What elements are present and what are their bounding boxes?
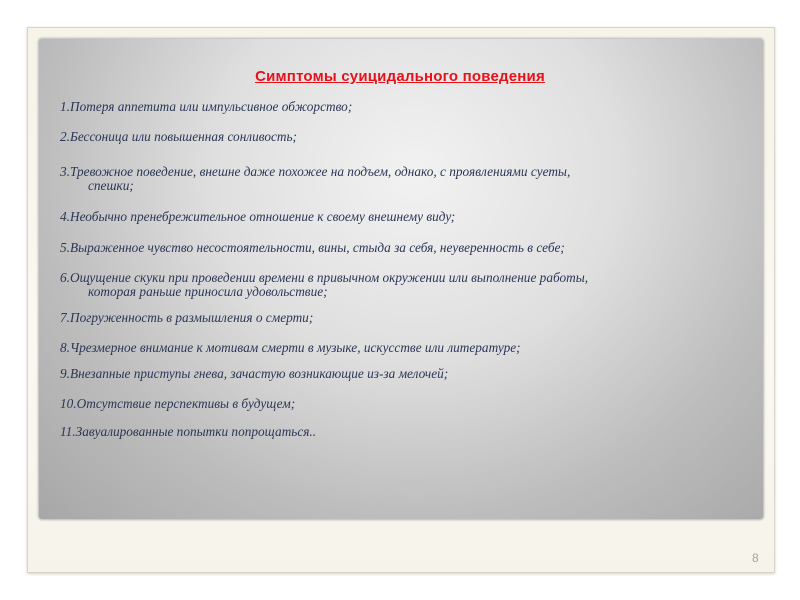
list-item <box>60 100 750 114</box>
list-item-text: 8.Чрезмерное внимание к мотивам смерти в музыке, искусстве или литературе; <box>60 340 521 355</box>
page-number: 8 <box>752 551 759 565</box>
list-item <box>60 165 750 193</box>
list-item <box>60 210 750 224</box>
list-item-text: 2.Бессоница или повышенная сонливость; <box>60 129 297 144</box>
list-item-text: 6.Ощущение скуки при проведении времени в привычном окружении или выполнение работы, <box>60 270 589 285</box>
list-item-text: 11.Завуалированные попытки попрощаться.. <box>60 424 317 439</box>
list-item <box>60 241 750 255</box>
list-item-text: 4.Необычно пренебрежительное отношение к своему внешнему виду; <box>60 209 456 224</box>
list-item-text: 9.Внезапные приступы гнева, зачастую возникающие из-за мелочей; <box>60 366 449 381</box>
list-item <box>60 367 750 381</box>
list-item <box>60 130 750 144</box>
list-item <box>60 271 750 299</box>
slide-title: Симптомы суицидального поведения <box>255 68 545 85</box>
list-item-text: 1.Потеря аппетита или импульсивное обжорство; <box>60 99 353 114</box>
list-item-text: 7.Погруженность в размышления о смерти; <box>60 310 314 325</box>
list-item <box>60 397 750 411</box>
list-item <box>60 425 750 439</box>
list-item-text: 10.Отсутствие перспективы в будущем; <box>60 396 296 411</box>
list-item <box>60 311 750 325</box>
list-item <box>60 341 750 355</box>
list-item-text-continued: которая раньше приносила удовольствие; <box>88 284 328 299</box>
list-item-text: 3.Тревожное поведение, внешне даже похожее на подъем, однако, с проявлениями суеты, <box>60 164 571 179</box>
list-item-text: 5.Выраженное чувство несостоятельности, вины, стыда за себя, неуверенность в себе; <box>60 240 565 255</box>
list-item-text-continued: спешки; <box>88 178 134 193</box>
